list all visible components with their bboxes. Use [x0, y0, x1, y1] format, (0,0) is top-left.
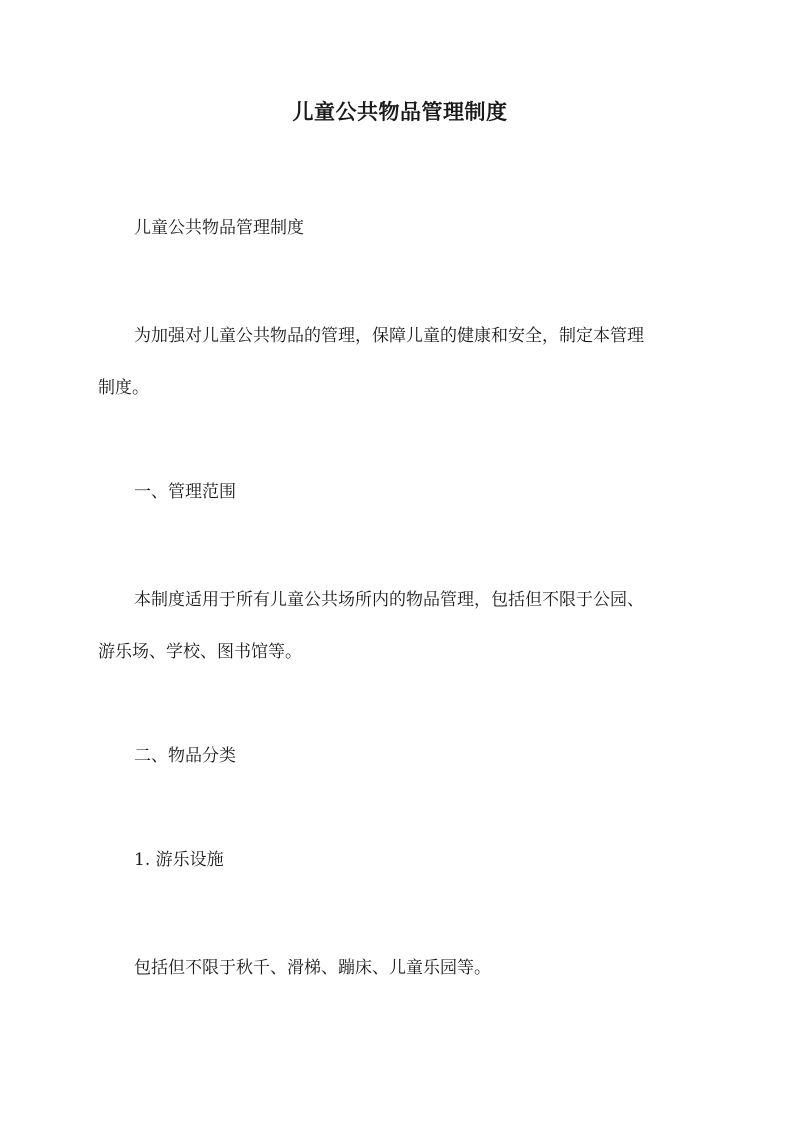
document-title: 儿童公共物品管理制度	[292, 99, 508, 124]
paragraph-scope	[98, 574, 710, 678]
paragraph-line: 二、物品分类	[134, 746, 236, 766]
paragraph-line: 本制度适用于所有儿童公共场所内的物品管理，包括但不限于公园、	[134, 590, 644, 610]
paragraph-line: 儿童公共物品管理制度	[134, 218, 304, 238]
paragraph-line: 一、管理范围	[134, 482, 236, 502]
section-heading-classification	[98, 730, 710, 782]
paragraph-subtitle	[98, 202, 710, 254]
paragraph-intro	[98, 310, 710, 414]
paragraph-line: 为加强对儿童公共物品的管理，保障儿童的健康和安全，制定本管理	[134, 326, 644, 346]
paragraph-line: 包括但不限于秋千、滑梯、蹦床、儿童乐园等。	[134, 958, 491, 978]
paragraph-line: 游乐场、学校、图书馆等。	[98, 642, 302, 662]
paragraph-play-facilities	[98, 942, 710, 994]
subsection-heading-play-facilities	[98, 834, 710, 886]
section-heading-scope	[98, 466, 710, 518]
paragraph-line: 1. 游乐设施	[134, 850, 224, 870]
paragraph-line: 制度。	[98, 378, 149, 398]
